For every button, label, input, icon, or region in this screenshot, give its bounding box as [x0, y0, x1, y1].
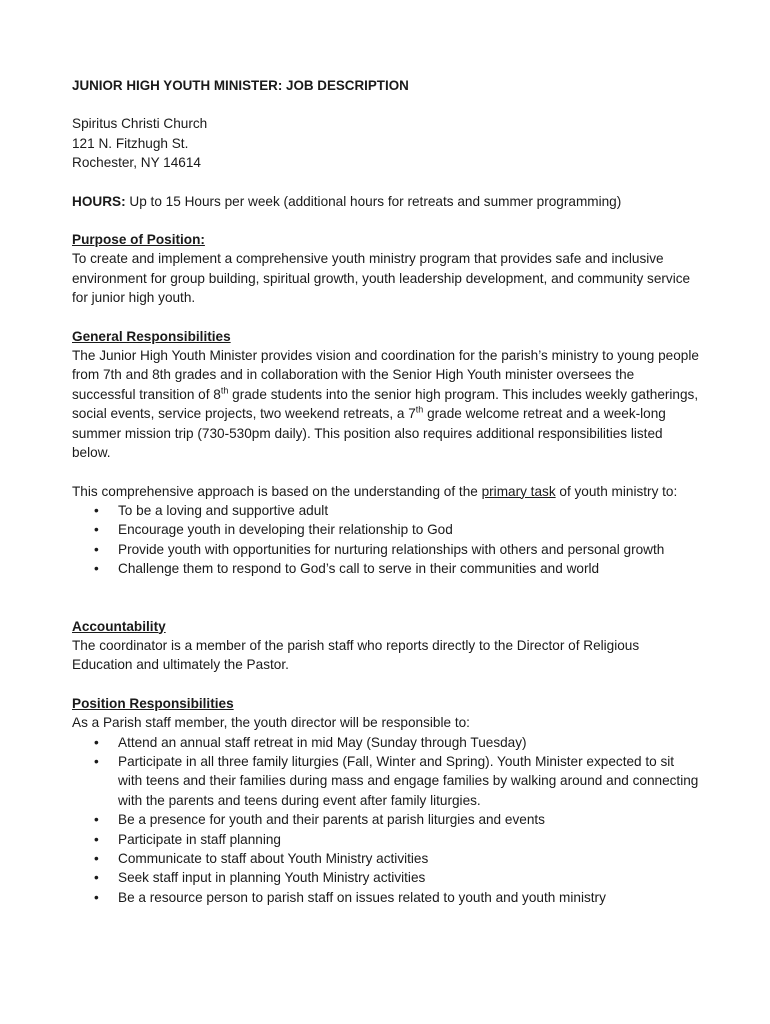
church-address — [72, 114, 700, 172]
general-sup2: th — [415, 404, 424, 415]
general-text-part1: The Junior High Youth Minister provides vision and coordination for the parish’s ministry to young people from 7th and 8th grades and in collaboration with the Senior High Youth minister oversees the successful transition of 8 — [72, 348, 699, 402]
approach-intro-after: of youth ministry to: — [555, 483, 678, 499]
position-list — [72, 733, 700, 908]
list-item: • To be a loving and supportive adult — [72, 501, 700, 520]
list-item: • Be a resource person to parish staff on issues related to youth and youth ministry — [72, 888, 700, 907]
document-title: JUNIOR HIGH YOUTH MINISTER: JOB DESCRIPTION — [72, 78, 409, 93]
list-item: • Challenge them to respond to God’s call to serve in their communities and world — [72, 559, 700, 578]
list-item: • Communicate to staff about Youth Ministry activities — [72, 849, 700, 868]
list-item: • Encourage youth in developing their relationship to God — [72, 520, 700, 539]
church-name: Spiritus Christi Church — [72, 116, 208, 132]
purpose-text: To create and implement a comprehensive youth ministry program that provides safe and inclusive environment for group building, spiritual growth, youth leadership development, and community service for junior high youth. — [72, 251, 691, 306]
hours-text: Up to 15 Hours per week (additional hours for retreats and summer programming) — [125, 193, 622, 209]
list-item: • Participate in all three family liturgies (Fall, Winter and Spring). Youth Minister expected to sit with teens and their families during mass and engage families by walking around and connecting with the parents and teens during event after family liturgies. — [72, 752, 700, 810]
primary-task-text: primary task — [481, 483, 556, 499]
hours-label: HOURS: — [72, 193, 126, 209]
position-heading: Position Responsibilities — [72, 695, 234, 711]
list-item: • Provide youth with opportunities for nurturing relationships with others and personal growth — [72, 540, 700, 559]
general-sup1: th — [220, 385, 229, 396]
general-text-part2: grade students into the senior high program. This includes weekly gatherings, social events, service projects, two weekend retreats, a 7 — [72, 386, 699, 422]
position-intro: As a Parish staff member, the youth director will be responsible to: — [72, 715, 470, 731]
list-item: • Be a presence for youth and their parents at parish liturgies and events — [72, 810, 700, 829]
list-item: • Participate in staff planning — [72, 830, 700, 849]
hours-line — [72, 192, 700, 211]
document-page — [72, 76, 700, 907]
church-street: 121 N. Fitzhugh St. — [72, 135, 189, 151]
general-heading: General Responsibilities — [72, 328, 231, 344]
approach-list — [72, 501, 700, 579]
purpose-heading: Purpose of Position: — [72, 232, 205, 248]
list-item: • Attend an annual staff retreat in mid May (Sunday through Tuesday) — [72, 733, 700, 752]
general-text-part3: grade welcome retreat and a week-long summer mission trip (730-530pm daily). This position also requires additional responsibilities listed below. — [72, 406, 666, 461]
list-item: • Seek staff input in planning Youth Ministry activities — [72, 868, 700, 887]
approach-intro-before: This comprehensive approach is based on the understanding of the — [72, 483, 482, 499]
church-city: Rochester, NY 14614 — [72, 155, 201, 171]
general-text — [72, 346, 700, 462]
approach-intro — [72, 482, 700, 501]
accountability-heading: Accountability — [72, 618, 166, 634]
accountability-text: The coordinator is a member of the parish staff who reports directly to the Director of Religious Education and ultimately the Pastor. — [72, 637, 640, 673]
